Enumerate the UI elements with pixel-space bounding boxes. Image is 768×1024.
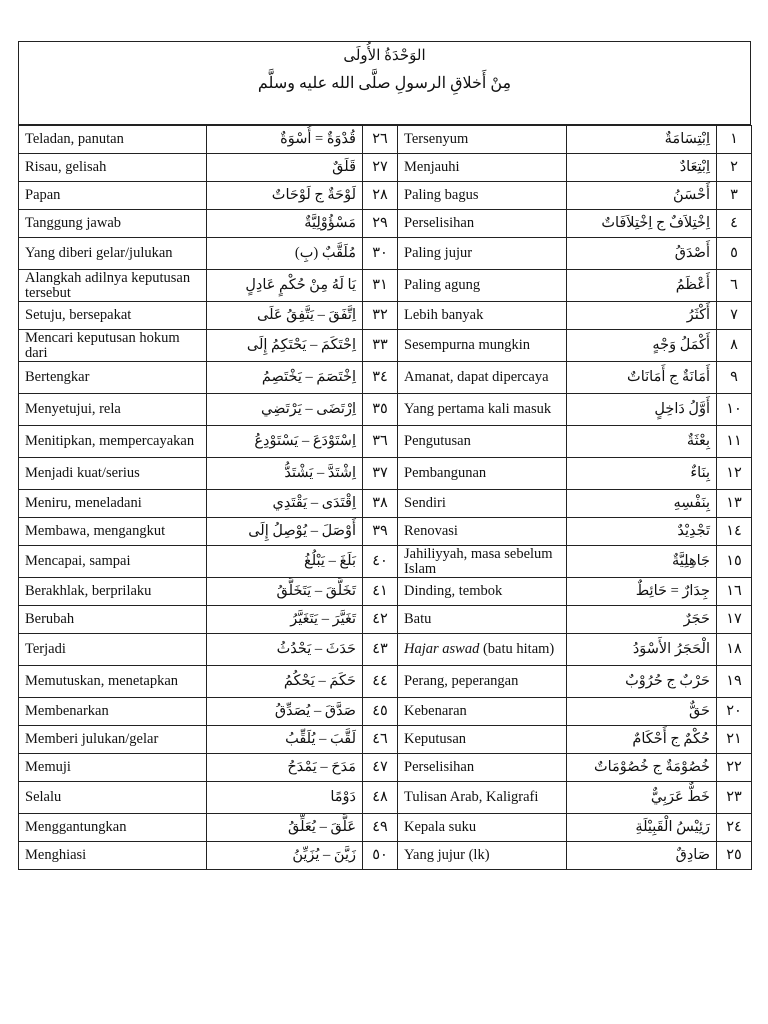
arabic-cell-right: اِبْتِعَادٌ [567, 154, 717, 182]
arabic-cell-right: خَطٌّ عَرَبِيٌّ [567, 782, 717, 814]
number-cell-right: ٢١ [717, 726, 752, 754]
meaning-cell-left: Bertengkar [19, 362, 207, 394]
arabic-cell-right: حَرْبٌ ج حُرُوْبٌ [567, 666, 717, 698]
number-cell-right: ١٩ [717, 666, 752, 698]
arabic-cell-right: صَادِقٌ [567, 842, 717, 870]
table-row [19, 698, 752, 726]
number-cell-right: ١٦ [717, 578, 752, 606]
number-cell-left: ٤١ [363, 578, 398, 606]
meaning-cell-right: Tulisan Arab, Kaligrafi [398, 782, 567, 814]
meaning-cell-left: Berakhlak, berprilaku [19, 578, 207, 606]
table-row [19, 330, 752, 362]
meaning-cell-left: Menghiasi [19, 842, 207, 870]
arabic-cell-left: تَخَلَّقَ – يَتَخَلَّقُ [207, 578, 363, 606]
number-cell-right: ٢٣ [717, 782, 752, 814]
arabic-cell-right: بِنَاءٌ [567, 458, 717, 490]
number-cell-left: ٢٨ [363, 182, 398, 210]
meaning-cell-right: Yang jujur (lk) [398, 842, 567, 870]
arabic-cell-right: أَصْدَقُ [567, 238, 717, 270]
meaning-cell-left: Papan [19, 182, 207, 210]
number-cell-left: ٢٩ [363, 210, 398, 238]
table-row [19, 182, 752, 210]
meaning-cell-right: Sesempurna mungkin [398, 330, 567, 362]
arabic-cell-left: اِتَّفَقَ – يَتَّفِقُ عَلَى [207, 302, 363, 330]
meaning-cell-right: Dinding, tembok [398, 578, 567, 606]
arabic-cell-left: أَوْصَلَ – يُوْصِلُ إِلَى [207, 518, 363, 546]
meaning-cell-right [398, 634, 567, 666]
arabic-cell-left: بَلَغَ – يَبْلُغُ [207, 546, 363, 578]
number-cell-right: ١٢ [717, 458, 752, 490]
arabic-cell-left: اِسْتَوْدَعَ – يَسْتَوْدِعُ [207, 426, 363, 458]
number-cell-right: ١٣ [717, 490, 752, 518]
number-cell-right: ٢٤ [717, 814, 752, 842]
meaning-cell-left: Risau, gelisah [19, 154, 207, 182]
number-cell-left: ٤٣ [363, 634, 398, 666]
arabic-cell-right: اِخْتِلاَفٌ ج اِخْتِلاَفَاتٌ [567, 210, 717, 238]
number-cell-right: ١٠ [717, 394, 752, 426]
meaning-cell-right: Pembangunan [398, 458, 567, 490]
number-cell-right: ٩ [717, 362, 752, 394]
meaning-cell-right: Perang, peperangan [398, 666, 567, 698]
arabic-cell-left: اِشْتَدَّ – يَشْتَدُّ [207, 458, 363, 490]
arabic-cell-right: حَجَرٌ [567, 606, 717, 634]
arabic-cell-left: حَكَمَ – يَحْكُمُ [207, 666, 363, 698]
number-cell-left: ٣٦ [363, 426, 398, 458]
number-cell-left: ٢٧ [363, 154, 398, 182]
arabic-cell-right: أَوَّلُ دَاخِلٍ [567, 394, 717, 426]
meaning-cell-right: Pengutusan [398, 426, 567, 458]
number-cell-left: ٤٥ [363, 698, 398, 726]
table-row [19, 126, 752, 154]
number-cell-right: ١١ [717, 426, 752, 458]
meaning-cell-right: Tersenyum [398, 126, 567, 154]
meaning-cell-left: Menjadi kuat/serius [19, 458, 207, 490]
number-cell-left: ٤٩ [363, 814, 398, 842]
meaning-cell-right: Paling jujur [398, 238, 567, 270]
arabic-cell-left: اِرْتَضَى – يَرْتَضِي [207, 394, 363, 426]
number-cell-right: ٣ [717, 182, 752, 210]
number-cell-left: ٤٨ [363, 782, 398, 814]
table-row [19, 546, 752, 578]
meaning-cell-right: Renovasi [398, 518, 567, 546]
meaning-cell-right: Menjauhi [398, 154, 567, 182]
meaning-cell-right: Kepala suku [398, 814, 567, 842]
table-row [19, 362, 752, 394]
arabic-cell-right: جِدَارٌ = حَائِطٌ [567, 578, 717, 606]
number-cell-left: ٤٦ [363, 726, 398, 754]
unit-title: الوَحْدَةُ الأُولَى [343, 48, 426, 64]
number-cell-left: ٣١ [363, 270, 398, 302]
meaning-cell-left: Teladan, panutan [19, 126, 207, 154]
table-row [19, 426, 752, 458]
number-cell-right: ١٥ [717, 546, 752, 578]
meaning-cell-right: Sendiri [398, 490, 567, 518]
number-cell-right: ٢ [717, 154, 752, 182]
meaning-cell-left: Membenarkan [19, 698, 207, 726]
table-row [19, 782, 752, 814]
number-cell-right: ٢٥ [717, 842, 752, 870]
number-cell-left: ٣٢ [363, 302, 398, 330]
arabic-cell-left: اِخْتَصَمَ – يَخْتَصِمُ [207, 362, 363, 394]
arabic-cell-right: حُكْمٌ ج أَحْكَامٌ [567, 726, 717, 754]
number-cell-left: ٣٧ [363, 458, 398, 490]
number-cell-left: ٢٦ [363, 126, 398, 154]
meaning-cell-left: Mencapai, sampai [19, 546, 207, 578]
number-cell-right: ٢٠ [717, 698, 752, 726]
number-cell-right: ١٨ [717, 634, 752, 666]
meaning-cell-right: Paling bagus [398, 182, 567, 210]
arabic-cell-left: مَدَحَ – يَمْدَحُ [207, 754, 363, 782]
meaning-cell-right: Perselisihan [398, 754, 567, 782]
arabic-cell-left: لَقَّبَ – يُلَقِّبُ [207, 726, 363, 754]
table-row [19, 238, 752, 270]
arabic-cell-right: خُصُوْمَةٌ ج خُصُوْمَاتٌ [567, 754, 717, 782]
arabic-cell-left: يَا لَهُ مِنْ حُكْمٍ عَادِلٍ [207, 270, 363, 302]
meaning-cell-left: Menitipkan, mempercayakan [19, 426, 207, 458]
arabic-cell-left: اِقْتَدَى – يَقْتَدِي [207, 490, 363, 518]
table-row [19, 518, 752, 546]
number-cell-left: ٤٢ [363, 606, 398, 634]
number-cell-right: ٥ [717, 238, 752, 270]
number-cell-right: ٢٢ [717, 754, 752, 782]
meaning-cell-left: Menggantungkan [19, 814, 207, 842]
arabic-cell-right: الْحَجَرُ الأَسْوَدُ [567, 634, 717, 666]
arabic-cell-left: مَسْؤُوْلِيَّةٌ [207, 210, 363, 238]
meaning-cell-left: Menyetujui, rela [19, 394, 207, 426]
arabic-cell-right: حَقٌّ [567, 698, 717, 726]
arabic-cell-left: اِحْتَكَمَ – يَحْتَكِمُ إِلَى [207, 330, 363, 362]
meaning-cell-right: Amanat, dapat dipercaya [398, 362, 567, 394]
meaning-cell-left: Membawa, mengangkut [19, 518, 207, 546]
table-row [19, 270, 752, 302]
arabic-cell-left: تَغَيَّرَ – يَتَغَيَّرُ [207, 606, 363, 634]
table-row [19, 814, 752, 842]
meaning-cell-left: Meniru, meneladani [19, 490, 207, 518]
arabic-cell-left: صَدَّقَ – يُصَدِّقُ [207, 698, 363, 726]
meaning-note: (batu hitam) [479, 641, 555, 657]
arabic-cell-right: رَئِيْسُ الْقَبِيْلَةِ [567, 814, 717, 842]
arabic-cell-left: دَوْمًا [207, 782, 363, 814]
table-row [19, 490, 752, 518]
number-cell-left: ٣٩ [363, 518, 398, 546]
arabic-cell-left: زَيَّنَ – يُزَيِّنُ [207, 842, 363, 870]
meaning-cell-left: Berubah [19, 606, 207, 634]
number-cell-left: ٣٥ [363, 394, 398, 426]
meaning-cell-right: Yang pertama kali masuk [398, 394, 567, 426]
arabic-cell-right: بِعْثَةٌ [567, 426, 717, 458]
number-cell-right: ٨ [717, 330, 752, 362]
table-row [19, 458, 752, 490]
arabic-cell-right: بِنَفْسِهِ [567, 490, 717, 518]
arabic-cell-right: أَحْسَنُ [567, 182, 717, 210]
arabic-cell-right: جَاهِلِيَّةٌ [567, 546, 717, 578]
unit-header [18, 41, 751, 125]
meaning-cell-right: Batu [398, 606, 567, 634]
table-row [19, 666, 752, 698]
number-cell-right: ١٧ [717, 606, 752, 634]
meaning-cell-left: Memuji [19, 754, 207, 782]
number-cell-right: ١٤ [717, 518, 752, 546]
number-cell-left: ٥٠ [363, 842, 398, 870]
arabic-cell-right: اِبْتِسَامَةٌ [567, 126, 717, 154]
meaning-cell-right: Kebenaran [398, 698, 567, 726]
table-row [19, 154, 752, 182]
vocabulary-rows [19, 126, 752, 870]
arabic-cell-right: تَجْدِيْدٌ [567, 518, 717, 546]
arabic-cell-left: عَلَّقَ – يُعَلِّقُ [207, 814, 363, 842]
meaning-cell-left: Alangkah adilnya keputusan tersebut [19, 270, 207, 302]
meaning-cell-right: Paling agung [398, 270, 567, 302]
table-row [19, 606, 752, 634]
table-row [19, 634, 752, 666]
meaning-italic-term: Hajar aswad [404, 641, 480, 657]
arabic-cell-left: قَلَقٌ [207, 154, 363, 182]
meaning-cell-right: Keputusan [398, 726, 567, 754]
number-cell-right: ٤ [717, 210, 752, 238]
arabic-cell-left: لَوْحَةٌ ج لَوْحَاتٌ [207, 182, 363, 210]
meaning-cell-right: Perselisihan [398, 210, 567, 238]
number-cell-left: ٤٧ [363, 754, 398, 782]
number-cell-right: ٧ [717, 302, 752, 330]
number-cell-left: ٣٨ [363, 490, 398, 518]
meaning-cell-left: Mencari keputusan hokum dari [19, 330, 207, 362]
arabic-cell-left: قُدْوَةٌ = أُسْوَةٌ [207, 126, 363, 154]
number-cell-left: ٤٠ [363, 546, 398, 578]
arabic-cell-right: أَكْمَلُ وَجْهٍ [567, 330, 717, 362]
number-cell-right: ٦ [717, 270, 752, 302]
table-row [19, 726, 752, 754]
meaning-cell-left: Memberi julukan/gelar [19, 726, 207, 754]
table-row [19, 302, 752, 330]
table-row [19, 210, 752, 238]
meaning-cell-left: Terjadi [19, 634, 207, 666]
table-row [19, 842, 752, 870]
meaning-cell-left: Memutuskan, menetapkan [19, 666, 207, 698]
meaning-cell-left: Selalu [19, 782, 207, 814]
vocabulary-table [18, 125, 752, 870]
meaning-cell-right: Lebih banyak [398, 302, 567, 330]
vocabulary-sheet [18, 41, 751, 870]
arabic-cell-left: حَدَثَ – يَحْدُثُ [207, 634, 363, 666]
table-row [19, 578, 752, 606]
meaning-cell-left: Yang diberi gelar/julukan [19, 238, 207, 270]
number-cell-left: ٣٠ [363, 238, 398, 270]
table-row [19, 394, 752, 426]
unit-subtitle: مِنْ أَخلاقِ الرسولِ صلَّى الله عليه وسلَّم [257, 75, 512, 92]
number-cell-left: ٤٤ [363, 666, 398, 698]
table-row [19, 754, 752, 782]
number-cell-left: ٣٤ [363, 362, 398, 394]
arabic-cell-right: أَكْثَرُ [567, 302, 717, 330]
meaning-cell-left: Setuju, bersepakat [19, 302, 207, 330]
number-cell-right: ١ [717, 126, 752, 154]
arabic-cell-left: مُلَقَّبٌ (بِ) [207, 238, 363, 270]
arabic-cell-right: أَمَانَةٌ ج أَمَانَاتٌ [567, 362, 717, 394]
number-cell-left: ٣٣ [363, 330, 398, 362]
meaning-cell-left: Tanggung jawab [19, 210, 207, 238]
meaning-cell-right: Jahiliyyah, masa sebelum Islam [398, 546, 567, 578]
arabic-cell-right: أَعْظَمُ [567, 270, 717, 302]
